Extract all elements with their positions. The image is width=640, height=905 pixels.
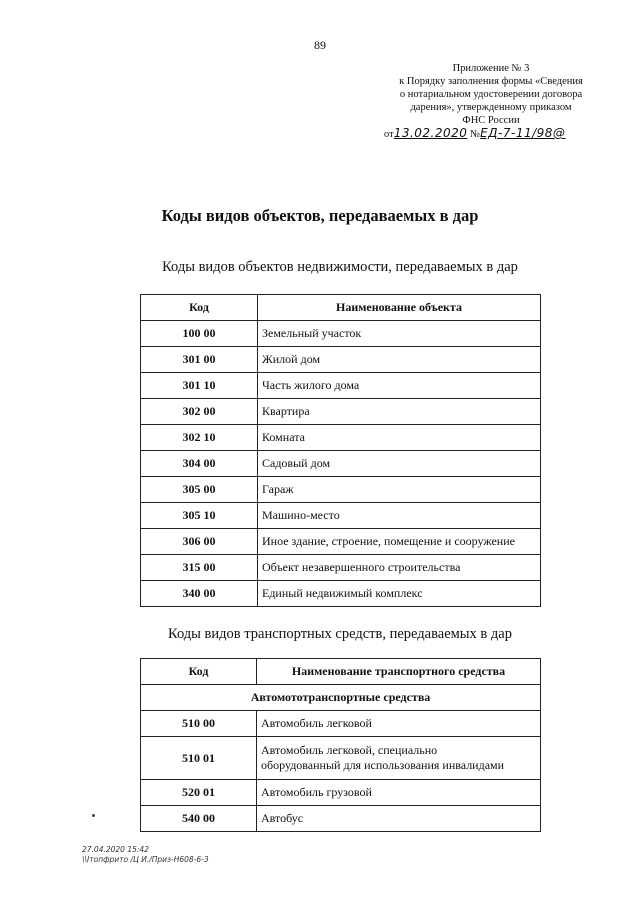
column-header-code: Код [141, 659, 257, 685]
table-row [141, 451, 541, 477]
realty-section-title: Коды видов объектов недвижимости, передаваемых в дар [162, 259, 518, 275]
name-cell: Квартира [258, 399, 541, 425]
table-row [141, 477, 541, 503]
group-label: Автомототранспортные средства [141, 685, 541, 711]
document-title: Коды видов объектов, передаваемых в дар [161, 206, 479, 225]
column-header-code: Код [141, 295, 258, 321]
name-cell: Автомобиль легковой [257, 711, 541, 737]
number-prefix: № [470, 129, 481, 140]
name-cell: Жилой дом [258, 347, 541, 373]
name-cell: Земельный участок [258, 321, 541, 347]
appendix-line: дарения», утвержденному приказом [410, 102, 572, 113]
name-cell [257, 737, 541, 780]
code-cell: 100 00 [141, 321, 258, 347]
date-prefix: от [384, 129, 394, 140]
table-row [141, 581, 541, 607]
name-line: оборудованный для использования инвалидами [261, 758, 505, 772]
vehicle-codes-table [140, 658, 541, 832]
table-row [141, 425, 541, 451]
footer-stamp [82, 845, 209, 865]
code-cell: 520 01 [141, 780, 257, 806]
table-row [141, 399, 541, 425]
name-cell: Единый недвижимый комплекс [258, 581, 541, 607]
order-date: 13.02.2020 [393, 126, 468, 140]
table-row [141, 780, 541, 806]
table-row [141, 321, 541, 347]
realty-codes-table [140, 294, 541, 607]
appendix-line: ФНС России [462, 115, 520, 126]
code-cell: 315 00 [141, 555, 258, 581]
order-reference [380, 127, 602, 141]
code-cell: 301 10 [141, 373, 258, 399]
code-cell: 340 00 [141, 581, 258, 607]
name-cell: Гараж [258, 477, 541, 503]
table-header-row [141, 659, 541, 685]
name-cell: Объект незавершенного строительства [258, 555, 541, 581]
table-row [141, 503, 541, 529]
code-cell: 301 00 [141, 347, 258, 373]
code-cell: 510 01 [141, 737, 257, 780]
appendix-line: к Порядку заполнения формы «Сведения [399, 76, 583, 87]
page-number: 89 [314, 38, 326, 52]
name-cell: Автомобиль грузовой [257, 780, 541, 806]
code-cell: 302 00 [141, 399, 258, 425]
table-row [141, 347, 541, 373]
appendix-block [380, 62, 602, 141]
table-header-row [141, 295, 541, 321]
table-row [141, 555, 541, 581]
name-cell: Садовый дом [258, 451, 541, 477]
footer-path: \\Ітопфрито /Ц И./Приз-Н608-6-3 [82, 855, 209, 864]
code-cell: 305 00 [141, 477, 258, 503]
appendix-line: о нотариальном удостоверении договора [399, 89, 583, 100]
scan-dot [92, 814, 95, 817]
table-row [141, 529, 541, 555]
order-number: ЕД-7-11/98@ [480, 126, 566, 140]
name-cell: Часть жилого дома [258, 373, 541, 399]
code-cell: 540 00 [141, 806, 257, 832]
footer-timestamp: 27.04.2020 15:42 [82, 845, 149, 854]
name-cell: Комната [258, 425, 541, 451]
table-row [141, 737, 541, 780]
name-cell: Автобус [257, 806, 541, 832]
table-row [141, 806, 541, 832]
name-cell: Иное здание, строение, помещение и сооружение [258, 529, 541, 555]
code-cell: 305 10 [141, 503, 258, 529]
table-row [141, 711, 541, 737]
code-cell: 304 00 [141, 451, 258, 477]
table-row [141, 373, 541, 399]
appendix-title: Приложение № 3 [452, 63, 530, 74]
name-cell: Машино-место [258, 503, 541, 529]
column-header-name: Наименование объекта [258, 295, 541, 321]
name-line: Автомобиль легковой, специально [261, 743, 438, 757]
code-cell: 302 10 [141, 425, 258, 451]
column-header-name: Наименование транспортного средства [257, 659, 541, 685]
vehicle-section-title: Коды видов транспортных средств, передаваемых в дар [168, 626, 512, 642]
group-row [141, 685, 541, 711]
code-cell: 510 00 [141, 711, 257, 737]
code-cell: 306 00 [141, 529, 258, 555]
